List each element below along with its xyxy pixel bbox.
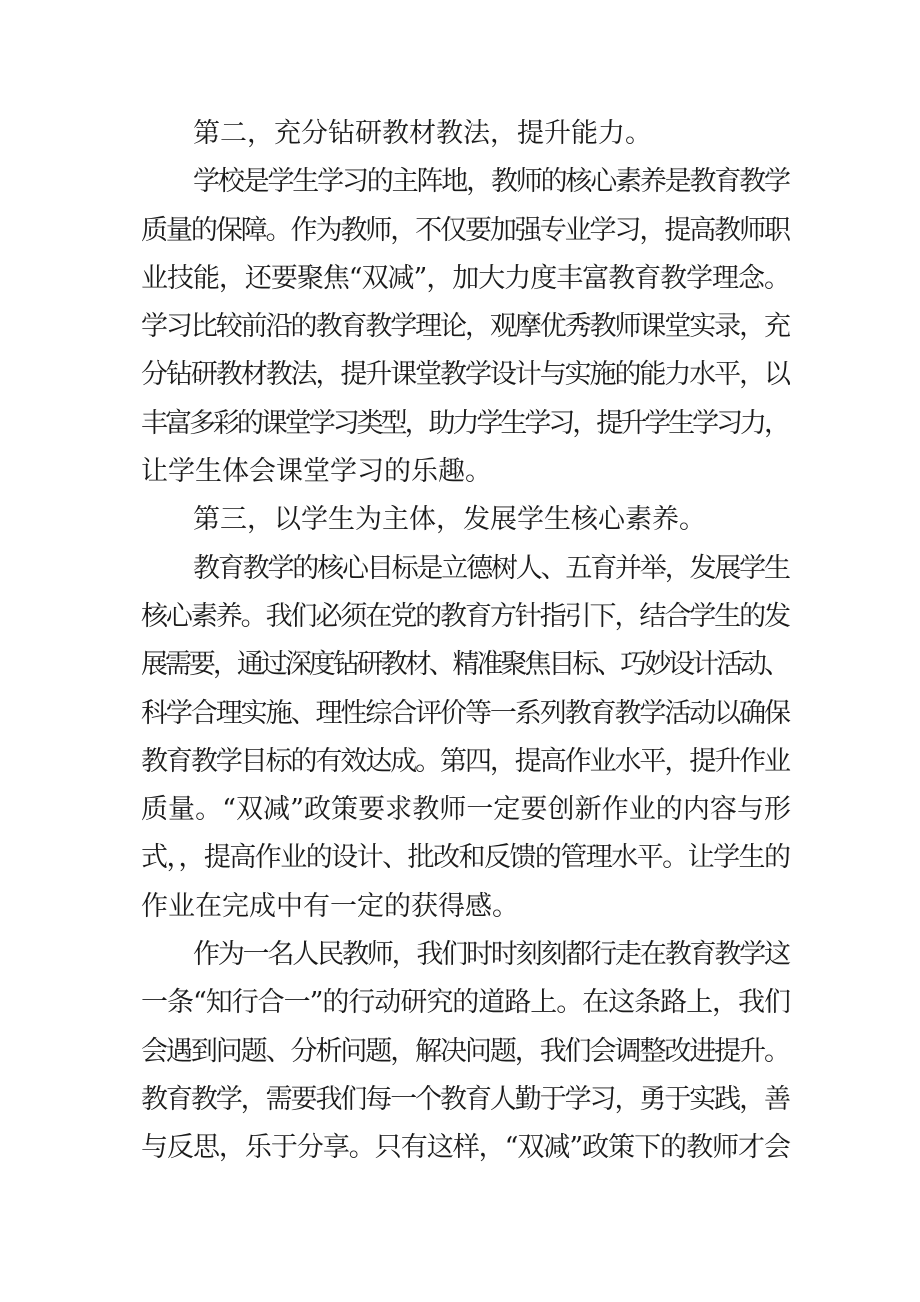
text-line: 作为一名人民教师，我们时时刻刻都行走在教育教学这 — [193, 939, 789, 971]
text-line: 式，，提高作业的设计、批改和反馈的管理水平。让学生的 — [141, 842, 790, 874]
text-line: 第二，充分钻研教材教法，提升能力。 — [193, 118, 652, 149]
text-line: 会遇到问题、分析问题，解决问题，我们会调整改进提升。 — [141, 1035, 789, 1067]
text-line: 丰富多彩的课堂学习类型，助力学生学习，提升学生学习力， — [141, 407, 788, 439]
text-line: 质量的保障。作为教师，不仅要加强专业学习，提高教师职 — [141, 214, 789, 246]
text-line: 质量。“双减”政策要求教师一定要创新作业的内容与形 — [141, 794, 792, 826]
text-line: 让学生体会课堂学习的乐趣。 — [141, 456, 492, 488]
text-line: 学校是学生学习的主阵地，教师的核心素养是教育教学 — [193, 166, 789, 198]
text-line: 与反思，乐于分享。只有这样，“双减”政策下的教师才会 — [141, 1132, 790, 1164]
text-line: 一条“知行合一”的行动研究的道路上。在这条路上，我们 — [141, 987, 790, 1019]
text-line: 展需要，通过深度钻研教材、精准聚焦目标、巧妙设计活动、 — [141, 649, 788, 681]
body-text — [141, 110, 791, 1173]
text-line: 核心素养。我们必须在党的教育方针指引下，结合学生的发 — [141, 600, 789, 632]
text-line: 教育教学，需要我们每一个教育人勤于学习，勇于实践，善 — [141, 1083, 789, 1115]
text-line: 科学合理实施、理性综合评价等一系列教育教学活动以确保 — [141, 697, 789, 729]
text-line: 学习比较前沿的教育教学理论，观摩优秀教师课堂实录，充 — [141, 311, 789, 343]
text-line: 教育教学目标的有效达成。第四，提高作业水平，提升作业 — [141, 745, 789, 777]
text-line: 作业在完成中有一定的获得感。 — [141, 890, 519, 922]
text-line: 分钻研教材教法，提升课堂教学设计与实施的能力水平，以 — [141, 359, 789, 391]
text-line: 第三，以学生为主体，发展学生核心素养。 — [193, 504, 706, 536]
text-line: 业技能，还要聚焦“双减”，加大力度丰富教育教学理念。 — [141, 262, 790, 294]
text-line: 教育教学的核心目标是立德树人、五育并举，发展学生 — [193, 552, 789, 584]
